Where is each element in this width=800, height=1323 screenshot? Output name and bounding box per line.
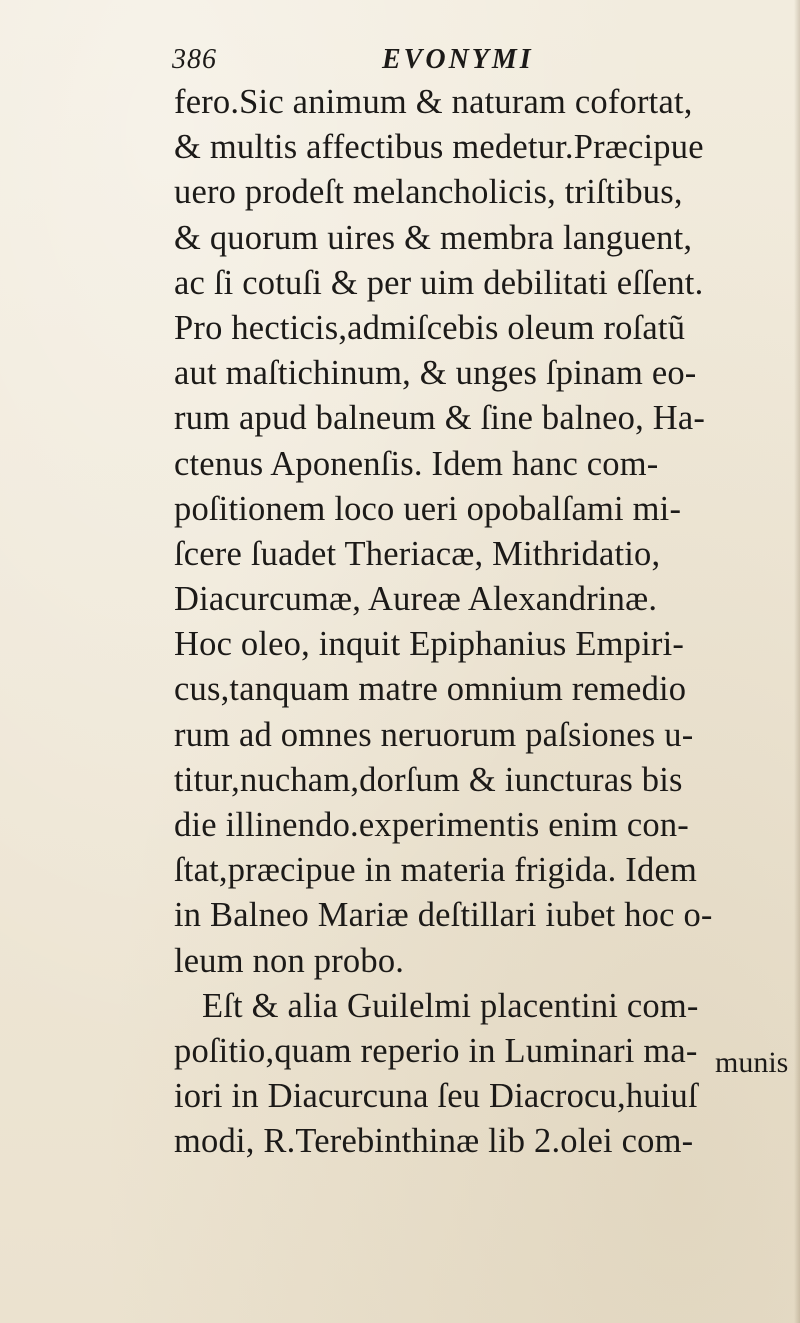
page-number: 386 — [172, 44, 217, 75]
text-line: poſitionem loco ueri opobalſami mi- — [174, 489, 682, 528]
text-line: die illinendo.experimentis enim con- — [174, 806, 689, 844]
text-line: & quorum uires & membra languent, — [174, 218, 693, 257]
catchword: munis — [715, 1046, 789, 1079]
text-line: aut maſtichinum, & unges ſpinam eo- — [174, 354, 697, 393]
text-line: ac ſi cotuſi & per uim debilitati eſſent. — [174, 263, 704, 302]
text-line: Hoc oleo, inquit Epiphanius Empiri- — [174, 625, 685, 664]
text-line: Diacurcumæ, Aureæ Alexandrinæ. — [174, 580, 658, 619]
text-line: & multis affectibus medetur.Præcipue — [174, 128, 704, 167]
text-line: titur,nucham,dorſum & iuncturas bis — [174, 760, 683, 799]
running-head: EVONYMI — [382, 44, 534, 75]
text-line: rum ad omnes neruorum paſsiones u- — [174, 715, 694, 754]
text-line: ctenus Aponenſis. Idem hanc com- — [174, 444, 659, 483]
text-line: ſcere ſuadet Theriacæ, Mithridatio, — [174, 534, 661, 573]
text-line: iori in Diacurcuna ſeu Diacrocu,huiuſ — [174, 1077, 698, 1116]
text-line: modi, R.Terebinthinæ lib 2.olei com- — [174, 1122, 694, 1161]
text-line: poſitio,quam reperio in Luminari ma- — [174, 1031, 698, 1070]
body-text — [174, 80, 796, 1165]
text-line: cus,tanquam matre omnium remedio — [174, 670, 687, 709]
text-line: fero.Sic animum & naturam cofortat, — [174, 83, 693, 121]
text-line: rum apud balneum & ſine balneo, Ha- — [174, 399, 706, 438]
text-line: in Balneo Mariæ deſtillari iubet hoc o- — [174, 896, 713, 935]
text-line: ſtat,præcipue in materia frigida. Idem — [174, 851, 697, 890]
text-line-paragraph-start: Eſt & alia Guilelmi placentini com- — [202, 986, 699, 1025]
text-line: Pro hecticis,admiſcebis oleum roſatũ — [174, 308, 686, 347]
text-line: leum non probo. — [174, 941, 405, 980]
page-header — [172, 44, 632, 84]
text-line: uero prodeſt melancholicis, triſtibus, — [174, 173, 683, 212]
